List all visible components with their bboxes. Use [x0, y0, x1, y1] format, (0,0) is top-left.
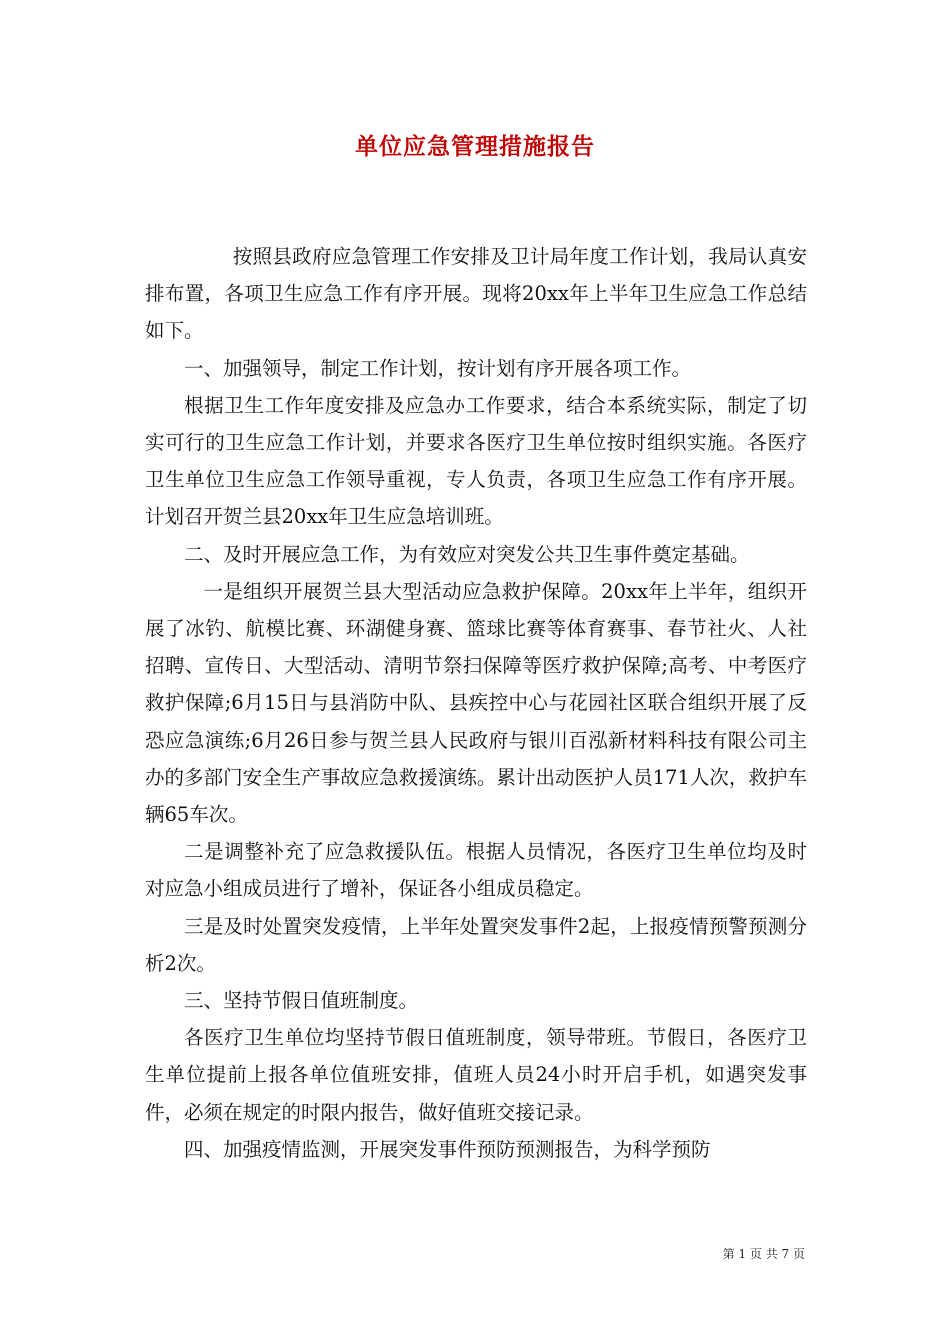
paragraph-intro: 按照县政府应急管理工作安排及卫计局年度工作计划，我局认真安排布置，各项卫生应急工作有序开展。现将20xx年上半年卫生应急工作总结如下。: [145, 245, 807, 343]
section-heading-1: 一、加强领导，制定工作计划，按计划有序开展各项工作。: [184, 356, 692, 380]
section-heading-3: 三、坚持节假日值班制度。: [184, 989, 419, 1013]
document-body: [145, 238, 807, 1168]
paragraph-item-3: 三是及时处置突发疫情，上半年处置突发事件2起，上报疫情预警预测分析2次。: [145, 914, 807, 975]
paragraph-section-3: 各医疗卫生单位均坚持节假日值班制度，领导带班。节假日，各医疗卫生单位提前上报各单位值班安排，值班人员24小时开启手机，如遇突发事件，必须在规定的时限内报告，做好值班交接记录。: [145, 1026, 807, 1124]
page-number: 第 1 页 共 7 页: [722, 1247, 805, 1261]
paragraph-item-2: 二是调整补充了应急救援队伍。根据人员情况，各医疗卫生单位均及时对应急小组成员进行了增补，保证各小组成员稳定。: [145, 840, 807, 901]
document-title: 单位应急管理措施报告: [355, 133, 595, 160]
section-heading-4: 四、加强疫情监测，开展突发事件预防预测报告，为科学预防: [184, 1137, 711, 1161]
section-heading-2: 二、及时开展应急工作，为有效应对突发公共卫生事件奠定基础。: [184, 542, 750, 566]
paragraph-section-1: 根据卫生工作年度安排及应急办工作要求，结合本系统实际，制定了切实可行的卫生应急工作计划，并要求各医疗卫生单位按时组织实施。各医疗卫生单位卫生应急工作领导重视，专人负责，各项卫生应急工作有序开展。计划召开贺兰县20xx年卫生应急培训班。: [145, 393, 807, 529]
paragraph-item-1: 一是组织开展贺兰县大型活动应急救护保障。20xx年上半年，组织开展了冰钓、航模比赛、环湖健身赛、篮球比赛等体育赛事、春节社火、人社招聘、宣传日、大型活动、清明节祭扫保障等医疗救护保障;高考、中考医疗救护保障;6月15日与县消防中队、县疾控中心与花园社区联合组织开展了反恐应急演练;6月26日参与贺兰县人民政府与银川百泓新材料科技有限公司主办的多部门安全生产事故应急救援演练。累计出动医护人员171人次，救护车辆65车次。: [145, 579, 807, 827]
